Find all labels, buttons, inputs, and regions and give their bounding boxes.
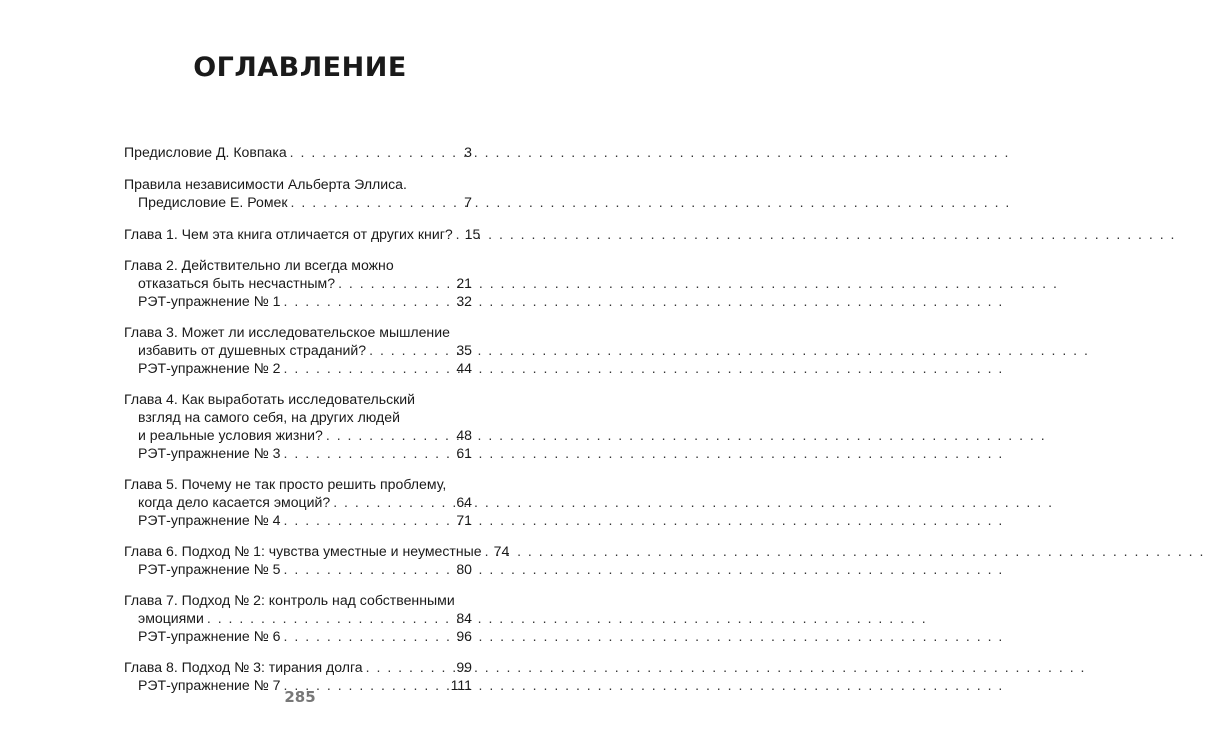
toc-entry-foreword-kovpak (124, 143, 472, 161)
toc-entry-line (124, 390, 472, 408)
toc-entry-foreword-romek (124, 175, 472, 211)
toc-page-number: 111 (450, 677, 472, 693)
toc-entry-line (124, 609, 472, 627)
dot-leader (456, 225, 462, 243)
toc-page-number: 3 (464, 144, 472, 160)
dot-leader (338, 274, 453, 292)
toc-entry-title-continued: избавить от душевных страданий? (138, 342, 367, 358)
page-number-footer: 285 (284, 688, 316, 706)
toc-exercise-line (124, 359, 472, 377)
toc-exercise-title: РЭТ-упражнение № 1 (138, 293, 281, 309)
toc-entry-line (124, 143, 472, 161)
toc-entry-line (124, 175, 472, 193)
toc-entry-title: Глава 3. Может ли исследовательское мышление (124, 324, 450, 340)
toc-exercise-line (124, 444, 472, 462)
toc-exercise-line (124, 560, 472, 578)
toc-entry-line (124, 493, 472, 511)
toc-entry-line (124, 408, 472, 426)
dot-leader (284, 511, 454, 529)
toc-entry-line (124, 591, 472, 609)
toc-entry-line (124, 426, 472, 444)
toc-entry-chapter-1 (124, 225, 481, 243)
dot-leader (369, 341, 453, 359)
dot-leader (485, 542, 491, 560)
toc-entry-chapter-2 (124, 256, 472, 310)
dot-leader (326, 426, 453, 444)
toc-entry-title: Глава 1. Чем эта книга отличается от других книг? (124, 226, 453, 242)
toc-entry-line (124, 256, 472, 274)
toc-exercise-line (124, 627, 472, 645)
toc-entry-chapter-3 (124, 323, 472, 377)
toc-page-number: 35 (456, 342, 472, 358)
toc-page-number: 32 (456, 293, 472, 309)
toc-page-number: 74 (493, 543, 510, 559)
toc-page-number: 44 (456, 360, 472, 376)
toc-entry-title-continued: когда дело касается эмоций? (138, 494, 331, 510)
dot-leader (284, 627, 454, 645)
toc-entry-line (124, 323, 472, 341)
toc-entry-title-continued: Предисловие Е. Ромек (138, 194, 288, 210)
toc-page-number: 21 (456, 275, 472, 291)
toc-page-number: 99 (456, 659, 472, 675)
toc-entry-line (124, 658, 472, 676)
toc-exercise-title: РЭТ-упражнение № 7 (138, 677, 281, 693)
toc-entry-chapter-5 (124, 475, 472, 529)
toc-exercise-title: РЭТ-упражнение № 3 (138, 445, 281, 461)
toc-entry-title: Предисловие Д. Ковпака (124, 144, 287, 160)
toc-entry-title-continued: эмоциями (138, 610, 204, 626)
toc-exercise-line (124, 511, 472, 529)
toc-entry-title: Глава 2. Действительно ли всегда можно (124, 257, 394, 273)
toc-entry-title: Глава 8. Подход № 3: тирания долга (124, 659, 363, 675)
toc-entry-title: Глава 4. Как выработать исследовательский (124, 391, 416, 407)
dot-leader (333, 493, 453, 511)
toc-entry-title: Правила независимости Альберта Эллиса. (124, 176, 407, 192)
toc-exercise-title: РЭТ-упражнение № 5 (138, 561, 281, 577)
toc-entry-title: Глава 7. Подход № 2: контроль над собственными (124, 592, 455, 608)
toc-exercise-title: РЭТ-упражнение № 4 (138, 512, 281, 528)
toc-entry-chapter-7 (124, 591, 472, 645)
toc-page-number: 64 (456, 494, 472, 510)
dot-leader (284, 560, 454, 578)
toc-entry-line (124, 542, 510, 560)
dot-leader (366, 658, 454, 676)
dot-leader (284, 292, 454, 310)
toc-page-number: 71 (456, 512, 472, 528)
toc-page-number: 15 (464, 226, 481, 242)
toc-entry-chapter-6 (124, 542, 510, 578)
toc-exercise-line (124, 292, 472, 310)
toc-entry-line (124, 225, 481, 243)
dot-leader (290, 143, 461, 161)
dot-leader (284, 444, 454, 462)
toc-entry-line (124, 274, 472, 292)
dot-leader (207, 609, 453, 627)
dot-leader (284, 359, 454, 377)
toc-entry-title: Глава 5. Почему не так просто решить проблему, (124, 476, 447, 492)
toc-page-number: 48 (456, 427, 472, 443)
toc-page-number: 84 (456, 610, 472, 626)
toc-entry-chapter-4 (124, 390, 472, 462)
toc-entry-line (124, 475, 472, 493)
toc-entry-line (124, 341, 472, 359)
table-of-contents (124, 143, 510, 707)
toc-page-number: 80 (456, 561, 472, 577)
toc-entry-line (124, 193, 472, 211)
toc-page-number: 61 (456, 445, 472, 461)
dot-leader (291, 193, 462, 211)
toc-entry-title-continued: и реальные условия жизни? (138, 427, 323, 443)
page-title: ОГЛАВЛЕНИЕ (193, 52, 407, 83)
toc-exercise-title: РЭТ-упражнение № 2 (138, 360, 281, 376)
toc-page-number: 7 (464, 194, 472, 210)
toc-page-number: 96 (456, 628, 472, 644)
toc-entry-title: Глава 6. Подход № 1: чувства уместные и неуместные (124, 543, 482, 559)
toc-entry-title-continued: отказаться быть несчастным? (138, 275, 336, 291)
toc-entry-title-continued: взгляд на самого себя, на других людей (138, 409, 400, 425)
toc-exercise-title: РЭТ-упражнение № 6 (138, 628, 281, 644)
